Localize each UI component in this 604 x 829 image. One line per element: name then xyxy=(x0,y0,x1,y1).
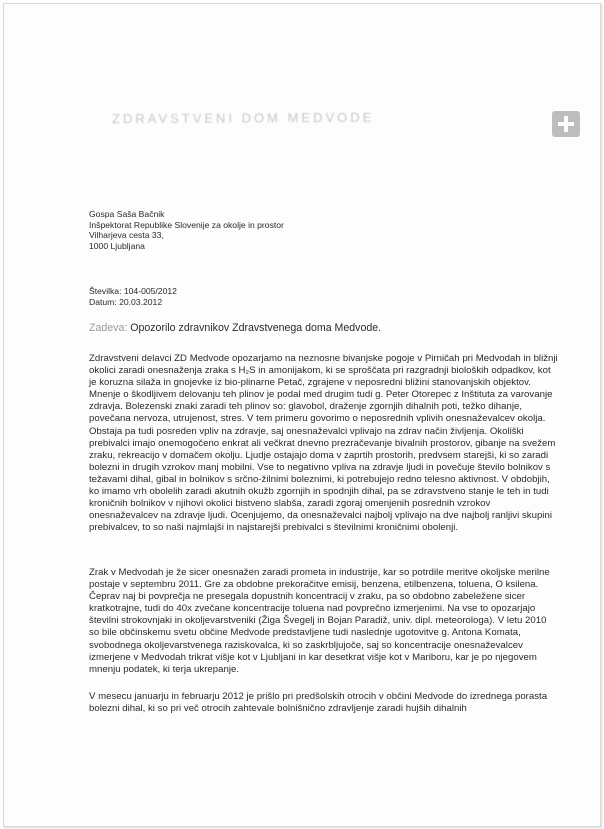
body-paragraph-1: Zdravstveni delavci ZD Medvode opozarjamo na neznosne bivanjske pogoje v Pirničah pri Medvodah in bližnji okolici zaradi onesnaženja zraka s H₂S in amonijakom, ki se sproščata pri razgradnji bioloških odpadkov, kot je koruzna silaža in gnojevke iz bio-plinarne Petač, zgrajene v neposredni bližini stanovanjskih objektov. Mnenje o škodljivem delovanju teh plinov je podal med drugim tudi g. Peter Otorepec z Inštituta za varovanje zdravja. Bolezenski znaki zaradi teh plinov so: glavobol, draženje zgornjih dihalnih poti, težko dihanje, povečana nervoza, utrujenost, stres. V tem primeru govorimo o neposrednih vplivih onesnaževalcev okolja. xyxy=(89,353,558,425)
reference-date: Datum: 20.03.2012 xyxy=(89,296,163,307)
body-paragraph-3: Zrak v Medvodah je že sicer onesnažen zaradi prometa in industrije, kar so potrdile meritve okoljske merilne postaje v septembru 2011. Gre za obdobne prekoračitve emisij, benzena, etilbenzena, toluena, O ksilena. Čeprav naj bi povprečja ne presegala dopustnih koncentracij v zraku, pa so obdobno zabeležene sicer kratkotrajne, tudi do 40x zvečane koncentracije toluena nad povprečno izmerjenimi. Na vse to opozarjajo številni strokovnjaki in okoljevarstveniki (Žiga Švegelj in Bojan Paradiž, univ. dipl. meteorologa). V letu 2010 so bile občinskemu svetu občine Medvode predstavljene tudi naslednje ugotovitve g. Antona Komata, svobodnega okoljevarstvenega raziskovalca, ki so zaskrbljujoče, saj so koncentracije onesnaževalcev izmerjene v Medvodah trikrat višje kot v Ljubljani in kar desetkrat višje kot v Mariboru, kar je po njegovem mnenju podatek, ki terja ukrepanje. xyxy=(89,567,550,675)
recipient-street: Vilharjeva cesta 33, xyxy=(89,230,164,241)
letterhead-faint-text: ZDRAVSTVENI DOM MEDVODE xyxy=(111,109,375,127)
recipient-name: Gospa Saša Bačnik xyxy=(89,209,165,219)
reference-number: Številka: 104-005/2012 xyxy=(89,286,177,296)
recipient-city: 1000 Ljubljana xyxy=(89,240,145,251)
body-section-1 xyxy=(89,353,559,534)
body-paragraph-2: Obstaja pa tudi posreden vpliv na zdravje, saj onesnaževalci vplivajo na zdrav način življenja. Okoliški prebivalci imajo onemogočeno enkrat ali večkrat dnevno prezračevanje bivalnih prostorov, gibanje na svežem zraku, rekreacijo v domačem okolju. Ljudje ostajajo doma v zaprtih prostorih, predvsem starejši, ki so zaradi bolezni in drugih vzrokov manj mobilni. Vse to negativno vpliva na zdravje ljudi in povečuje število bolnikov s težavami dihal, gibal in bolnikov s srčno-žilnimi boleznimi, ki potrebujejo redno telesno aktivnost. V obdobjih, ko imamo vrh obolelih zaradi akutnih okužb zgornjih in spodnjih dihal, pa se zdravstveno stanje le teh in tudi kroničnih bolnikov v njihovi okolici bistveno slabša, zaradi zgoraj omenjenih posrednih vzrokov onesnaževalcev na zdravje ljudi. Ocenjujemo, da onesnaževalci najbolj vplivajo na dve najbolj ranljivi skupini prebivalcev, to so naši najmlajši in najstarejši prebivalci s številnimi kroničnimi obolenji. xyxy=(89,425,556,534)
subject-line xyxy=(89,322,381,334)
body-paragraph-4: V mesecu januarju in februarju 2012 je prišlo pri predšolskih otrocih v občini Medvode do izrednega porasta bolezni dihal, ki so pri več otrocih zahtevale bolnišnično zdravljenje zaradi hujših dihalnih xyxy=(89,691,548,715)
letterhead-plus-logo-icon xyxy=(552,111,580,137)
recipient-address xyxy=(89,209,284,251)
body-section-2 xyxy=(89,567,559,676)
document-page xyxy=(3,3,601,827)
subject-text: Opozorilo zdravnikov Zdravstvenega doma Medvode. xyxy=(130,322,382,334)
recipient-organization: Inšpektorat Republike Slovenije za okolje in prostor xyxy=(89,219,284,230)
reference-block xyxy=(89,286,177,307)
subject-label: Zadeva: xyxy=(89,322,128,334)
body-section-3 xyxy=(89,691,559,715)
